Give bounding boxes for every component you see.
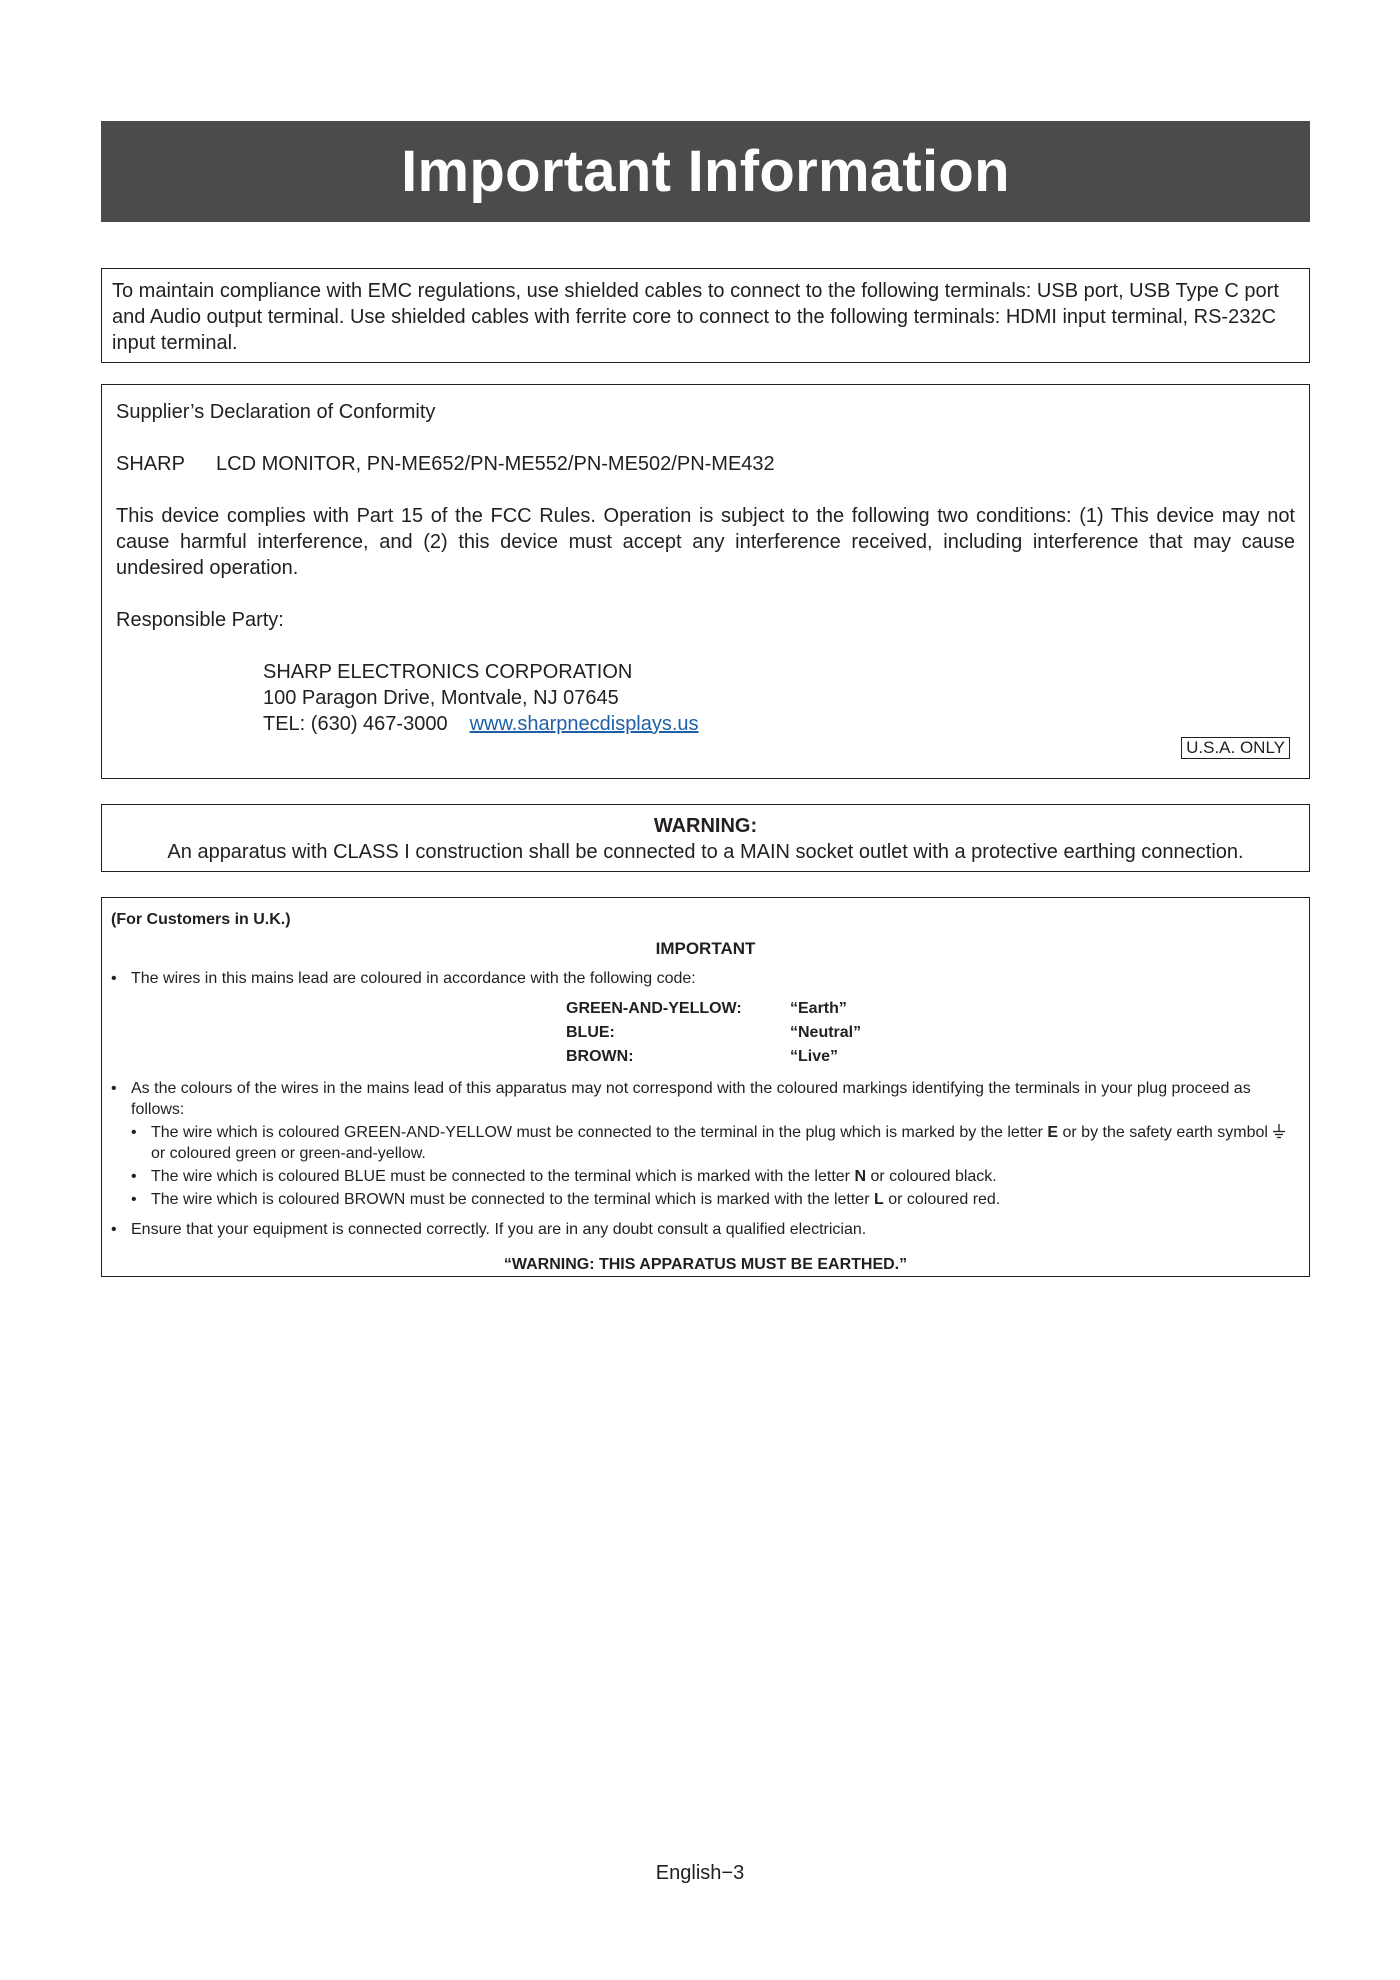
terminal-letter: N [854, 1168, 866, 1185]
wire-colour: GREEN-AND-YELLOW: [566, 1000, 742, 1017]
responsible-party-address [116, 659, 1295, 737]
list-item: • The wires in this mains lead are coloured in accordance with the following code: [111, 968, 1300, 989]
emc-notice-box [101, 268, 1310, 363]
sub-list-item [111, 1189, 1300, 1210]
earthing-warning: “WARNING: THIS APPARATUS MUST BE EARTHED.” [503, 1256, 908, 1273]
wire-meaning: “Earth” [790, 1000, 847, 1017]
earth-symbol-icon [1272, 1124, 1286, 1140]
warning-text: An apparatus with CLASS I construction shall be connected to a MAIN socket outlet with a protective earthing connection. [167, 841, 1244, 863]
company-name: SHARP ELECTRONICS CORPORATION [263, 661, 633, 683]
wire-code-row [566, 997, 1300, 1021]
company-address: 100 Paragon Drive, Montvale, NJ 07645 [263, 687, 619, 709]
sub-item-text: The wire which is coloured GREEN-AND-YELLOW must be connected to the terminal in the plug which is marked by the letter [151, 1124, 1048, 1141]
wire-meaning: “Neutral” [790, 1024, 862, 1041]
warning-title: WARNING: [653, 815, 758, 837]
sdoc-model: LCD MONITOR, PN-ME652/PN-ME552/PN-ME502/PN-ME432 [216, 453, 775, 475]
wire-code-row [566, 1045, 1300, 1069]
wire-colour: BROWN: [566, 1048, 634, 1065]
sub-list-item [111, 1122, 1300, 1164]
fcc-statement: This device complies with Part 15 of the FCC Rules. Operation is subject to the following two conditions: (1) This device may not cause harmful interference, and (2) this device must accept any interference received, including interference that may cause undesired operation. [116, 505, 1295, 579]
emc-notice-text: To maintain compliance with EMC regulations, use shielded cables to connect to the following terminals: USB port, USB Type C port and Audio output terminal. Use shielded cables with ferrite core to connect to the following terminals: HDMI input terminal, RS-232C input terminal. [112, 280, 1279, 354]
sdoc-box [101, 384, 1310, 779]
title-banner [101, 121, 1310, 222]
company-contact [263, 711, 1295, 737]
sub-item-text: or by the safety earth symbol [1058, 1124, 1273, 1141]
sub-item-text: or coloured green or green-and-yellow. [151, 1145, 426, 1162]
list-item: • Ensure that your equipment is connected correctly. If you are in any doubt consult a qualified electrician. [111, 1219, 1300, 1240]
sub-item-text: or coloured black. [866, 1168, 997, 1185]
website-link[interactable]: www.sharpnecdisplays.us [469, 713, 699, 735]
sub-item-text: or coloured red. [883, 1191, 1001, 1208]
page-number: English−3 [655, 1862, 745, 1884]
page-title: Important Information [401, 139, 1010, 204]
uk-customers-box [101, 897, 1310, 1277]
wire-colour-codes [566, 997, 1300, 1069]
sdoc-brand: SHARP [116, 453, 185, 475]
list-item: • As the colours of the wires in the mains lead of this apparatus may not correspond with the coloured markings identifying the terminals in your plug proceed as follows: [111, 1078, 1300, 1120]
terminal-letter: E [1047, 1124, 1059, 1141]
sdoc-heading: Supplier’s Declaration of Conformity [116, 401, 436, 423]
wire-colour: BLUE: [566, 1024, 615, 1041]
wire-code-row [566, 1021, 1300, 1045]
uk-customers-heading: (For Customers in U.K.) [111, 911, 291, 928]
uk-important-heading: IMPORTANT [655, 939, 756, 958]
sdoc-model-line [116, 451, 1295, 477]
responsible-party-label: Responsible Party: [116, 609, 284, 631]
region-badge: U.S.A. ONLY [1181, 737, 1290, 759]
sub-item-text: The wire which is coloured BLUE must be connected to the terminal which is marked with the letter [151, 1168, 855, 1185]
sub-item-text: The wire which is coloured BROWN must be connected to the terminal which is marked with the letter [151, 1191, 874, 1208]
wire-meaning: “Live” [790, 1048, 839, 1065]
company-tel: TEL: (630) 467-3000 [263, 713, 448, 735]
warning-box [101, 804, 1310, 872]
terminal-letter: L [873, 1191, 884, 1208]
sub-list-item [111, 1166, 1300, 1187]
